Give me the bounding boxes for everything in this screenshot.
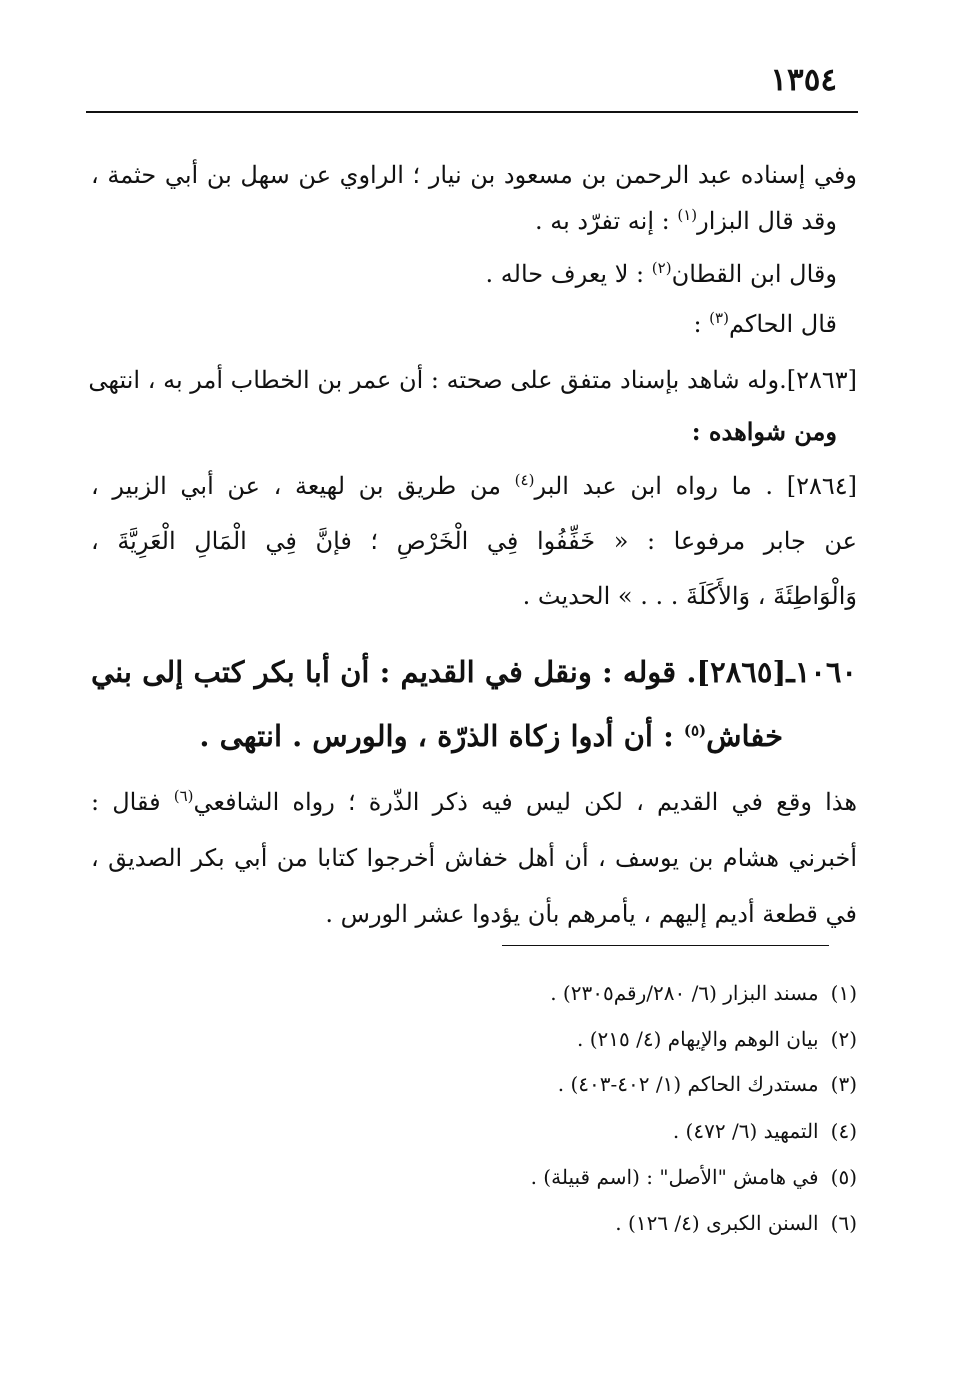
text: قال الحاكم bbox=[728, 310, 837, 338]
footnote-separator bbox=[502, 945, 829, 946]
header-rule bbox=[86, 111, 858, 113]
footnote-5 bbox=[531, 1161, 857, 1193]
footnote-text: التمهيد (٦/ ٤٧٢) . bbox=[672, 1119, 819, 1143]
footnote-ref-4[interactable]: (٤) bbox=[514, 471, 535, 489]
text: [٢٨٦٤] . ما رواه ابن عبد البر bbox=[534, 472, 857, 500]
footnote-text: مسند البزار (٦/ ٢٨٠/رقم٢٣٠٥) . bbox=[550, 981, 819, 1005]
footnote-ref-3[interactable]: (٣) bbox=[709, 309, 729, 327]
footnote-number: (١) bbox=[830, 981, 857, 1005]
text: وقد قال البزار bbox=[697, 207, 837, 235]
footnote-text: في هامش "الأصل" : (اسم قبيلة) . bbox=[530, 1165, 819, 1189]
body-line-10 bbox=[91, 782, 857, 822]
text: : إنه تفرّد به . bbox=[534, 207, 678, 235]
text: : لا يعرف حاله . bbox=[485, 260, 652, 288]
footnote-ref-6[interactable]: (٦) bbox=[173, 787, 194, 805]
text: : أن أدوا زكاة الذرّة ، والورس . انتهى . bbox=[199, 719, 684, 753]
footnote-6 bbox=[615, 1207, 857, 1239]
body-line-3 bbox=[486, 254, 837, 294]
body-line-2 bbox=[535, 201, 837, 241]
heading-line-2 bbox=[199, 712, 783, 760]
footnote-4 bbox=[673, 1115, 857, 1147]
footnote-1 bbox=[550, 977, 857, 1009]
body-line-12: في قطعة أديم إليهم ، يأمرهم بأن يؤدوا عشر الورس . bbox=[325, 900, 857, 928]
text: هذا وقع في القديم ، لكن ليس فيه ذكر الذّرة ؛ رواه الشافعي bbox=[193, 788, 857, 816]
body-line-9: وَالْوَاطِئَةَ ، وَالأَكَلَةَ . . . » الحديث . bbox=[522, 582, 857, 610]
footnote-number: (٥) bbox=[830, 1165, 857, 1189]
body-line-8: عن جابر مرفوعا : « خَفِّفُوا فِي الْخَرْصِ ؛ فإنَّ فِي الْمَالِ الْعَرِيَّةَ ، bbox=[91, 527, 857, 555]
footnote-ref-5[interactable]: (٥) bbox=[683, 721, 707, 740]
footnote-number: (٤) bbox=[830, 1119, 857, 1143]
text: من طريق بن لهيعة ، عن أبي الزبير ، bbox=[91, 472, 515, 500]
page-number: ١٣٥٤ bbox=[770, 62, 837, 98]
footnote-text: مستدرك الحاكم (١/ ٤٠٢-٤٠٣) . bbox=[557, 1072, 819, 1096]
footnote-3 bbox=[558, 1068, 857, 1100]
body-line-11: أخبرني هشام بن يوسف ، أن أهل خفاش أخرجوا كتابا من أبي بكر الصديق ، bbox=[91, 844, 857, 872]
text: : bbox=[693, 310, 710, 338]
body-line-4 bbox=[693, 304, 837, 344]
footnote-number: (٦) bbox=[830, 1211, 857, 1235]
footnote-ref-1[interactable]: (١) bbox=[677, 206, 698, 224]
text: خفاش bbox=[706, 719, 783, 753]
text: وقال ابن القطان bbox=[671, 260, 837, 288]
footnote-number: (٣) bbox=[830, 1072, 857, 1096]
text: فقال : bbox=[91, 788, 174, 816]
body-line-1: وفي إسناده عبد الرحمن بن مسعود بن نيار ؛ الراوي عن سهل بن أبي حثمة ، bbox=[91, 161, 857, 189]
footnote-text: بيان الوهم والإيهام (٤/ ٢١٥) . bbox=[577, 1027, 819, 1051]
heading-line-1: ١٠٦٠ـ[٢٨٦٥]. قوله : ونقل في القديم : أن أبا بكر كتب إلى بني bbox=[91, 655, 857, 689]
body-line-5: [٢٨٦٣].وله شاهد بإسناد متفق على صحته : أن عمر بن الخطاب أمر به ، انتهى bbox=[88, 366, 857, 394]
body-line-7 bbox=[91, 466, 857, 506]
footnote-ref-2[interactable]: (٢) bbox=[651, 259, 672, 277]
footnote-2 bbox=[577, 1023, 857, 1055]
sub-heading: ومن شواهده : bbox=[691, 417, 837, 446]
footnote-text: السنن الكبرى (٤/ ١٢٦) . bbox=[615, 1211, 819, 1235]
footnote-number: (٢) bbox=[830, 1027, 857, 1051]
